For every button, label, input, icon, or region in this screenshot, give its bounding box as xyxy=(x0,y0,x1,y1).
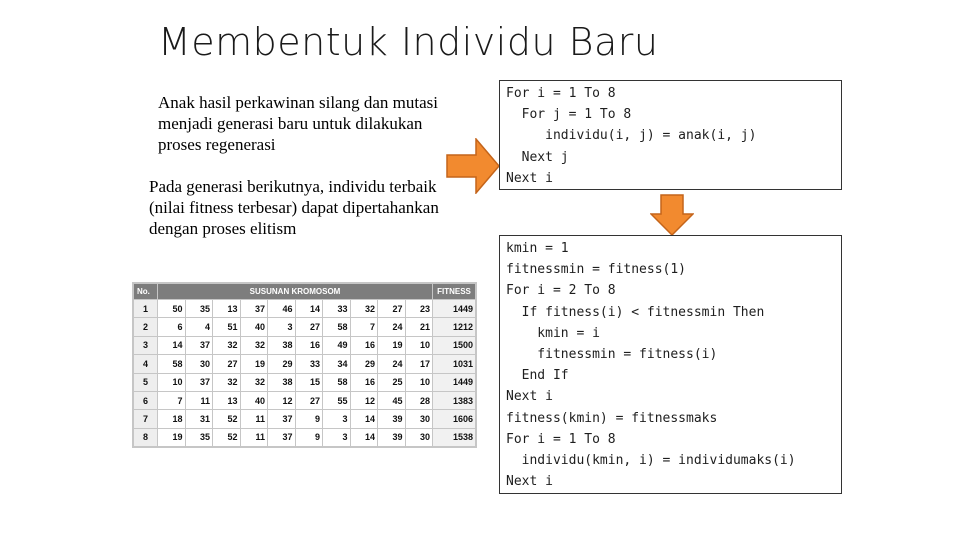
gene-cell: 58 xyxy=(323,318,350,335)
gene-cell: 19 xyxy=(378,337,405,354)
gene-cell: 24 xyxy=(378,318,405,335)
gene-cell: 31 xyxy=(186,410,213,427)
gene-cell: 49 xyxy=(323,337,350,354)
right-arrow-icon xyxy=(446,138,500,194)
gene-cell: 32 xyxy=(351,300,378,317)
fitness-cell: 1031 xyxy=(433,355,475,372)
gene-cell: 12 xyxy=(351,392,378,409)
code-line: kmin = i xyxy=(506,325,600,341)
down-arrow-icon xyxy=(650,194,694,236)
gene-cell: 32 xyxy=(241,337,268,354)
gene-cell: 58 xyxy=(323,374,350,391)
table-row xyxy=(134,318,475,335)
table-row xyxy=(134,374,475,391)
gene-cell: 30 xyxy=(406,410,433,427)
gene-cell: 11 xyxy=(241,410,268,427)
gene-cell: 38 xyxy=(268,337,295,354)
gene-cell: 37 xyxy=(241,300,268,317)
gene-cell: 27 xyxy=(296,318,323,335)
gene-cell: 10 xyxy=(158,374,185,391)
gene-cell: 11 xyxy=(186,392,213,409)
table-row xyxy=(134,355,475,372)
gene-cell: 28 xyxy=(406,392,433,409)
gene-cell: 9 xyxy=(296,410,323,427)
gene-cell: 33 xyxy=(296,355,323,372)
gene-cell: 39 xyxy=(378,410,405,427)
gene-cell: 25 xyxy=(378,374,405,391)
row-number: 7 xyxy=(134,410,157,427)
gene-cell: 3 xyxy=(323,410,350,427)
gene-cell: 39 xyxy=(378,429,405,446)
gene-cell: 19 xyxy=(158,429,185,446)
gene-cell: 23 xyxy=(406,300,433,317)
gene-cell: 46 xyxy=(268,300,295,317)
code-line: For j = 1 To 8 xyxy=(506,107,632,123)
code-line: Next i xyxy=(506,170,553,186)
code-line: If fitness(i) < fitnessmin Then xyxy=(506,304,765,320)
gene-cell: 33 xyxy=(323,300,350,317)
code-line: kmin = 1 xyxy=(506,241,569,256)
gene-cell: 13 xyxy=(213,300,240,317)
code-line: Next j xyxy=(506,149,569,165)
gene-cell: 27 xyxy=(296,392,323,409)
code-line: fitnessmin = fitness(1) xyxy=(506,262,687,278)
header-kromosom: SUSUNAN KROMOSOM xyxy=(158,284,432,299)
gene-cell: 37 xyxy=(186,374,213,391)
gene-cell: 10 xyxy=(406,374,433,391)
code-line: For i = 2 To 8 xyxy=(506,283,616,299)
gene-cell: 16 xyxy=(296,337,323,354)
gene-cell: 27 xyxy=(213,355,240,372)
gene-cell: 24 xyxy=(378,355,405,372)
table-row xyxy=(134,429,475,446)
gene-cell: 14 xyxy=(351,410,378,427)
gene-cell: 29 xyxy=(351,355,378,372)
row-number: 6 xyxy=(134,392,157,409)
gene-cell: 30 xyxy=(406,429,433,446)
gene-cell: 3 xyxy=(323,429,350,446)
header-fitness: FITNESS xyxy=(433,284,475,299)
code-line: fitness(kmin) = fitnessmaks xyxy=(506,410,718,426)
table-header-row xyxy=(134,284,475,299)
gene-cell: 40 xyxy=(241,392,268,409)
gene-cell: 35 xyxy=(186,429,213,446)
gene-cell: 3 xyxy=(268,318,295,335)
chromosome-table xyxy=(133,283,476,447)
code-line: For i = 1 To 8 xyxy=(506,431,616,447)
paragraph-offspring: Anak hasil perkawinan silang dan mutasi menjadi generasi baru untuk dilakukan proses regenerasi xyxy=(158,93,438,154)
fitness-cell: 1449 xyxy=(433,374,475,391)
gene-cell: 17 xyxy=(406,355,433,372)
gene-cell: 16 xyxy=(351,374,378,391)
gene-cell: 19 xyxy=(241,355,268,372)
fitness-cell: 1500 xyxy=(433,337,475,354)
gene-cell: 37 xyxy=(268,410,295,427)
gene-cell: 51 xyxy=(213,318,240,335)
gene-cell: 55 xyxy=(323,392,350,409)
gene-cell: 14 xyxy=(351,429,378,446)
slide-title: Membentuk Individu Baru xyxy=(158,20,659,64)
gene-cell: 50 xyxy=(158,300,185,317)
table-row xyxy=(134,392,475,409)
gene-cell: 13 xyxy=(213,392,240,409)
gene-cell: 18 xyxy=(158,410,185,427)
code-line: Next i xyxy=(506,389,553,405)
gene-cell: 14 xyxy=(296,300,323,317)
gene-cell: 52 xyxy=(213,429,240,446)
fitness-cell: 1538 xyxy=(433,429,475,446)
gene-cell: 30 xyxy=(186,355,213,372)
gene-cell: 29 xyxy=(268,355,295,372)
gene-cell: 32 xyxy=(241,374,268,391)
gene-cell: 40 xyxy=(241,318,268,335)
chromosome-table-image xyxy=(132,282,477,448)
gene-cell: 10 xyxy=(406,337,433,354)
fitness-cell: 1449 xyxy=(433,300,475,317)
table-row xyxy=(134,300,475,317)
code-line: End If xyxy=(506,368,569,384)
header-no: No. xyxy=(134,284,157,299)
gene-cell: 6 xyxy=(158,318,185,335)
gene-cell: 34 xyxy=(323,355,350,372)
row-number: 3 xyxy=(134,337,157,354)
gene-cell: 32 xyxy=(213,374,240,391)
gene-cell: 12 xyxy=(268,392,295,409)
gene-cell: 37 xyxy=(186,337,213,354)
gene-cell: 52 xyxy=(213,410,240,427)
gene-cell: 37 xyxy=(268,429,295,446)
gene-cell: 27 xyxy=(378,300,405,317)
gene-cell: 7 xyxy=(351,318,378,335)
table-row xyxy=(134,410,475,427)
code-line: fitnessmin = fitness(i) xyxy=(506,347,718,363)
row-number: 5 xyxy=(134,374,157,391)
gene-cell: 7 xyxy=(158,392,185,409)
gene-cell: 35 xyxy=(186,300,213,317)
code-line: individu(kmin, i) = individumaks(i) xyxy=(506,453,796,469)
gene-cell: 38 xyxy=(268,374,295,391)
code-line: individu(i, j) = anak(i, j) xyxy=(506,128,757,144)
row-number: 4 xyxy=(134,355,157,372)
gene-cell: 21 xyxy=(406,318,433,335)
gene-cell: 16 xyxy=(351,337,378,354)
row-number: 1 xyxy=(134,300,157,317)
code-line: Next i xyxy=(506,474,553,490)
gene-cell: 11 xyxy=(241,429,268,446)
fitness-cell: 1212 xyxy=(433,318,475,335)
table-row xyxy=(134,337,475,354)
paragraph-elitism: Pada generasi berikutnya, individu terbaik (nilai fitness terbesar) dapat dipertahankan dengan proses elitism xyxy=(149,177,439,238)
code-block-copy-offspring xyxy=(499,80,842,190)
row-number: 2 xyxy=(134,318,157,335)
gene-cell: 32 xyxy=(213,337,240,354)
gene-cell: 45 xyxy=(378,392,405,409)
gene-cell: 4 xyxy=(186,318,213,335)
row-number: 8 xyxy=(134,429,157,446)
code-line: For i = 1 To 8 xyxy=(506,86,616,101)
fitness-cell: 1606 xyxy=(433,410,475,427)
gene-cell: 9 xyxy=(296,429,323,446)
code-block-elitism xyxy=(499,235,842,494)
gene-cell: 15 xyxy=(296,374,323,391)
gene-cell: 58 xyxy=(158,355,185,372)
fitness-cell: 1383 xyxy=(433,392,475,409)
gene-cell: 14 xyxy=(158,337,185,354)
